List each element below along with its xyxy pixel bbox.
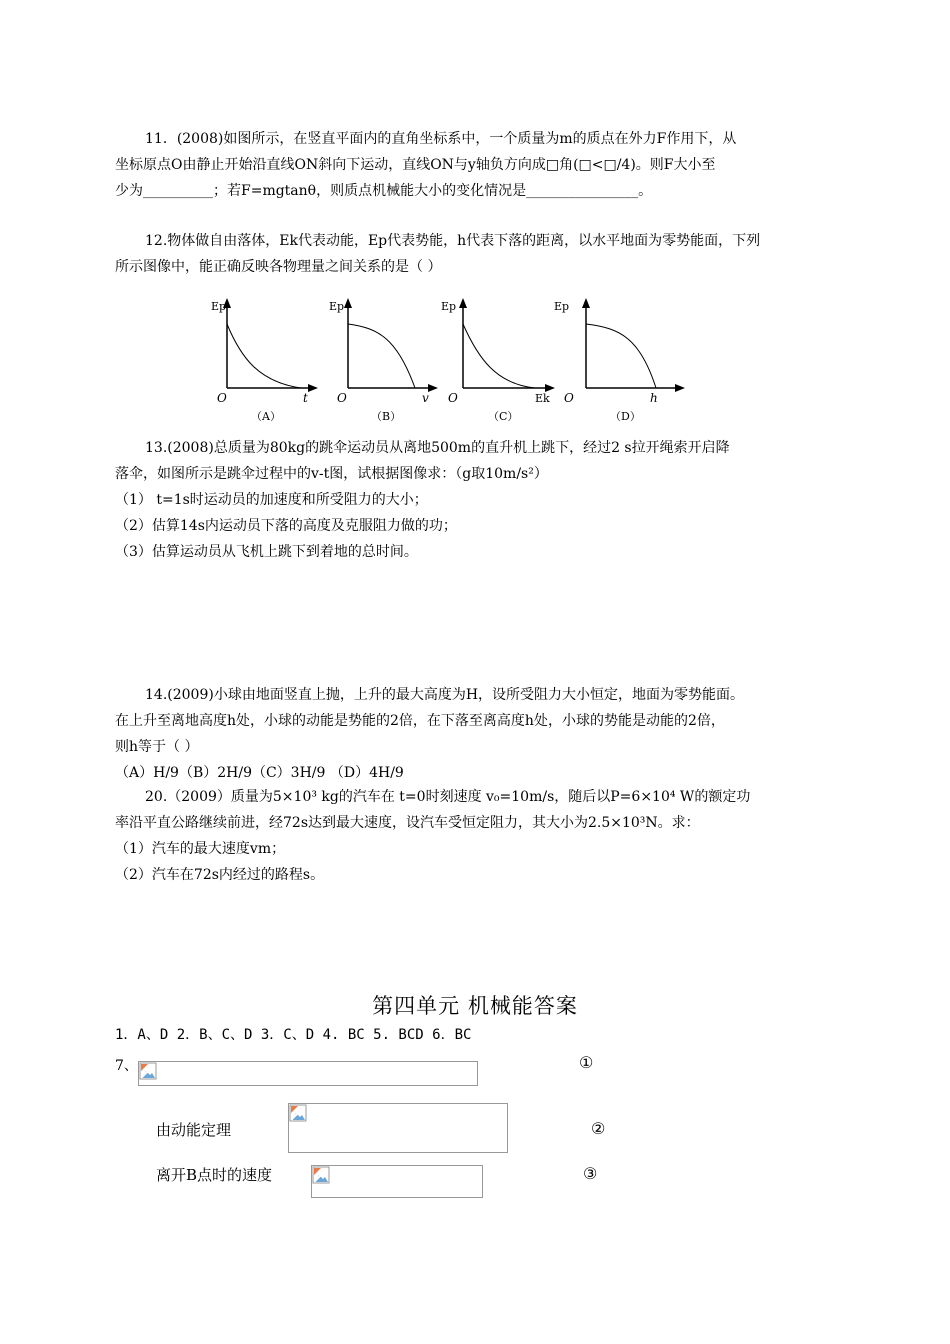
graph-a-origin: O	[217, 391, 227, 405]
graph-d	[554, 296, 688, 430]
graph-c	[438, 296, 558, 430]
q13-line-1: 13.(2008)总质量为80kg的跳伞运动员从离地500m的直升机上跳下，经过2 s拉开绳索开启降	[145, 440, 730, 456]
graph-a	[205, 296, 320, 430]
question-13	[115, 435, 843, 565]
q11-line-2: 坐标原点O由静止开始沿直线ON斜向下运动，直线ON与y轴负方向成□角(□<□/4)。则F大小至	[115, 157, 716, 173]
q12-line-2: 所示图像中，能正确反映各物理量之间关系的是（ ）	[115, 259, 442, 275]
q11-line-3: 少为__________；若F=mgtanθ，则质点机械能大小的变化情况是________________。	[115, 183, 653, 199]
speed-at-b-label: 离开B点时的速度	[156, 1166, 273, 1184]
q11-line-1: 11．(2008)如图所示，在竖直平面内的直角坐标系中，一个质量为m的质点在外力F作用下，从	[145, 131, 737, 147]
dynamics-theorem-label: 由动能定理	[156, 1121, 232, 1139]
q13-line-4: （2）估算14s内运动员下落的高度及克服阻力做的功；	[115, 518, 457, 534]
graph-b-xlabel: v	[422, 391, 429, 405]
q14-line-4: （A）H/9（B）2H/9（C）3H/9 （D）4H/9	[115, 765, 404, 781]
q14-line-2: 在上升至离地高度h处，小球的动能是势能的2倍，在下落至离高度h处，小球的势能是动能的2倍，	[115, 713, 725, 729]
graph-b-caption: （B）	[371, 410, 402, 423]
graph-a-curve	[227, 324, 301, 388]
graph-c-ylabel: Ep	[441, 300, 457, 313]
graph-a-ylabel: Ep	[211, 300, 227, 313]
graph-b-origin: O	[337, 391, 347, 405]
answer-7-label: 7、	[115, 1058, 138, 1074]
q14-line-3: 则h等于（ ）	[115, 739, 199, 755]
graph-d-curve	[586, 324, 656, 388]
equation-mark-2: ②	[591, 1119, 606, 1138]
graph-a-xlabel: t	[303, 391, 308, 405]
graph-d-ylabel: Ep	[554, 300, 570, 313]
graph-d-origin: O	[564, 391, 574, 405]
equation-mark-3: ③	[583, 1164, 598, 1183]
q13-line-5: （3）估算运动员从飞机上跳下到着地的总时间。	[115, 544, 418, 560]
q20-line-4: （2）汽车在72s内经过的路程s。	[115, 867, 325, 883]
q20-line-3: （1）汽车的最大速度vm；	[115, 841, 286, 857]
graph-c-origin: O	[448, 391, 458, 405]
answers-title: 第四单元 机械能答案	[372, 994, 578, 1018]
graph-c-caption: （C）	[488, 410, 519, 423]
question-14	[115, 682, 843, 786]
dynamics-image	[288, 1103, 508, 1153]
question-11	[115, 126, 843, 204]
broken-image-icon	[312, 1166, 330, 1184]
graph-b-ylabel: Ep	[329, 300, 345, 313]
answer-7-image	[138, 1061, 478, 1086]
question-20	[115, 784, 843, 888]
graph-c-curve	[463, 324, 535, 388]
speed-image	[311, 1165, 483, 1198]
graph-b	[323, 296, 438, 430]
q13-line-3: （1） t=1s时运动员的加速度和所受阻力的大小；	[115, 492, 428, 508]
graph-d-caption: （D）	[610, 410, 641, 423]
q12-line-1: 12.物体做自由落体，Ek代表动能，Ep代表势能，h代表下落的距离，以水平地面为零势能面，下列	[145, 233, 761, 249]
graph-a-caption: （A）	[251, 410, 281, 423]
q14-line-1: 14.(2009)小球由地面竖直上抛，上升的最大高度为H，设所受阻力大小恒定，地面为零势能面。	[145, 687, 745, 703]
answers-row-1: 1．A、D 2．B、C、D 3．C、D 4. BC 5. BCD 6．BC	[115, 1027, 472, 1043]
broken-image-icon	[289, 1104, 307, 1122]
graph-d-xlabel: h	[650, 391, 658, 405]
equation-mark-1: ①	[579, 1053, 594, 1072]
q20-line-1: 20.（2009）质量为5×10³ kg的汽车在 t=0时刻速度 v₀=10m/s，随后以P=6×10⁴ W的额定功	[145, 789, 751, 805]
graph-b-curve	[348, 324, 415, 388]
q20-line-2: 率沿平直公路继续前进，经72s达到最大速度，设汽车受恒定阻力，其大小为2.5×10³N。求：	[115, 815, 700, 831]
question-12	[115, 228, 843, 280]
graph-c-xlabel: Ek	[535, 392, 550, 405]
broken-image-icon	[139, 1062, 157, 1080]
q13-line-2: 落伞，如图所示是跳伞过程中的v-t图，试根据图像求：（g取10m/s²）	[115, 466, 548, 482]
